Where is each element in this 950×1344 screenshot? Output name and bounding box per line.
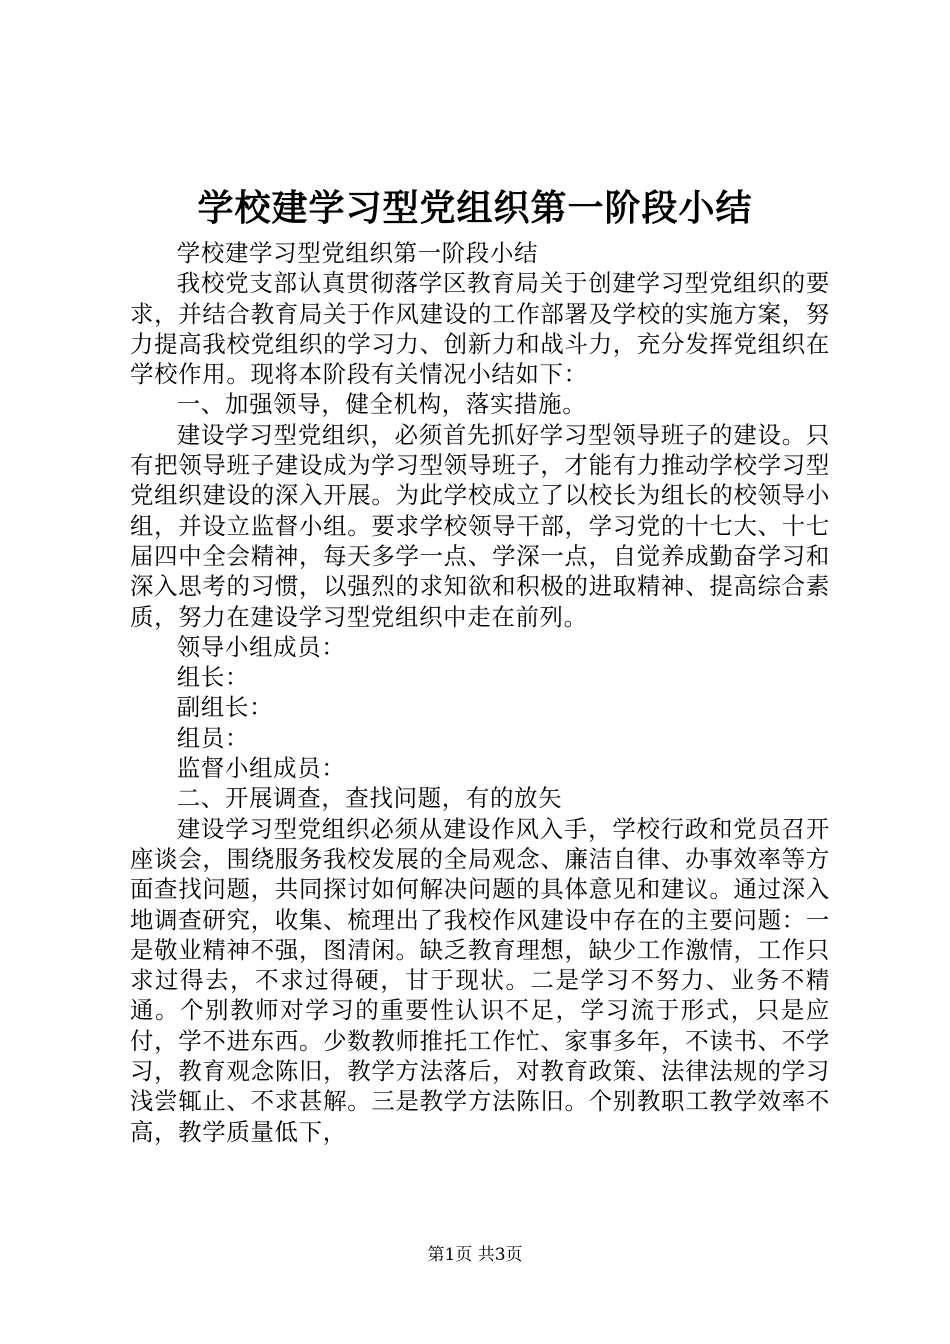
paragraph-section-1: 建设学习型党组织，必须首先抓好学习型领导班子的建设。只有把领导班子建设成为学习型领导班子，才能有力推动学校学习型党组织建设的深入开展。为此学校成立了以校长为组长的校领导小组，并设立监督小组。要求学校领导干部，学习党的十七大、十七届四中全会精神，每天多学一点、学深一点，自觉养成勤奋学习和深入思考的习惯，以强烈的求知欲和积极的进取精神、提高综合素质，努力在建设学习型党组织中走在前列。 xyxy=(130,420,830,631)
paragraph-section-2: 建设学习型党组织必须从建设作风入手，学校行政和党员召开座谈会，围绕服务我校发展的全局观念、廉洁自律、办事效率等方面查找问题，共同探讨如何解决问题的具体意见和建议。通过深入地调查研究，收集、梳理出了我校作风建设中存在的主要问题：一是敬业精神不强，图清闲。缺乏教育理想，缺少工作激情，工作只求过得去，不求过得硬，甘于现状。二是学习不努力、业务不精通。个别教师对学习的重要性认识不足，学习流于形式，只是应付，学不进东西。少数教师推托工作忙、家事多年，不读书、不学习，教育观念陈旧，教学方法落后，对教育政策、法律法规的学习浅尝辄止、不求甚解。三是教学方法陈旧。个别教职工教学效率不高，教学质量低下， xyxy=(130,814,830,1146)
group-members-label: 组员： xyxy=(176,723,250,752)
document-body xyxy=(130,238,830,1147)
group-leader-label: 组长： xyxy=(176,663,250,692)
document-title: 学校建学习型党组织第一阶段小结 xyxy=(197,187,753,229)
paragraph-intro: 我校党支部认真贯彻落学区教育局关于创建学习型党组织的要求，并结合教育局关于作风建设的工作部署及学校的实施方案，努力提高我校党组织的学习力、创新力和战斗力，充分发挥党组织在学校作用。现将本阶段有关情况小结如下： xyxy=(130,269,830,389)
paragraph-subtitle: 学校建学习型党组织第一阶段小结 xyxy=(176,239,539,267)
leadership-group-label: 领导小组成员： xyxy=(176,632,346,661)
section-heading-1: 一、加强领导，健全机构，落实措施。 xyxy=(176,390,587,419)
deputy-leader-label: 副组长： xyxy=(176,693,274,722)
supervision-group-label: 监督小组成员： xyxy=(176,754,346,783)
page-number-footer: 第1页 共3页 xyxy=(427,1245,523,1265)
section-heading-2: 二、开展调查，查找问题，有的放矢 xyxy=(176,784,563,813)
